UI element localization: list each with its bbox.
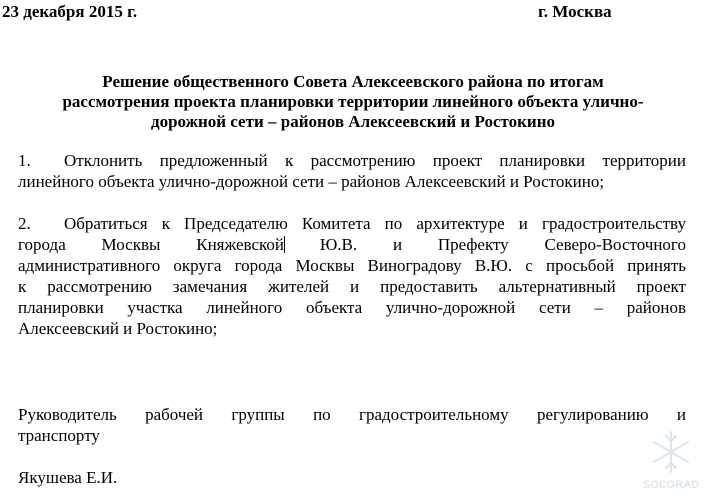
- item-1-number: 1.: [18, 151, 31, 170]
- document-date: 23 декабря 2015 г.: [2, 2, 138, 21]
- document-title: [18, 72, 688, 132]
- watermark-text: SOCGRAD: [642, 479, 700, 491]
- signature-name: Якушева Е.И.: [18, 468, 118, 487]
- item-1-line-2: линейного объекта улично-дорожной сети – районов Алексеевский и Ростокино;: [18, 172, 605, 191]
- title-line-3: дорожной сети – районов Алексеевский и Ростокино: [151, 112, 555, 131]
- item-2-line-1: [18, 213, 686, 234]
- item-2-line-5: планировки участка линейного объекта улично-дорожной сети – районов: [18, 298, 686, 317]
- title-line-1: Решение общественного Совета Алексеевского района по итогам: [102, 72, 604, 91]
- item-2-text-2a: города Москвы Княжевской: [18, 235, 285, 254]
- item-2-text-2b: Ю.В. и Префекту Северо-Восточного: [284, 235, 686, 254]
- title-line-2: рассмотрения проекта планировки территории линейного объекта улично-: [62, 92, 644, 111]
- item-2-number: 2.: [18, 214, 31, 233]
- item-2-line-2: [18, 234, 686, 255]
- signature-role-line-1: Руководитель рабочей группы по градостроительному регулированию и: [18, 405, 686, 424]
- item-2-line-4: к рассмотрению замечания жителей и предоставить альтернативный проект: [18, 277, 686, 296]
- item-1-line-1: [18, 150, 686, 171]
- item-1-text-1: Отклонить предложенный к рассмотрению проект планировки территории: [64, 151, 686, 170]
- signature-role-line-2: транспорту: [18, 426, 100, 445]
- snowflake-logo-icon: [636, 428, 706, 494]
- document-city: г. Москва: [538, 2, 612, 21]
- item-2-text-1: Обратиться к Председателю Комитета по архитектуре и градостроительству: [64, 214, 686, 233]
- item-2-line-6: Алексеевский и Ростокино;: [18, 319, 218, 338]
- item-2-line-3: административного округа города Москвы Виноградову В.Ю. с просьбой принять: [18, 256, 686, 275]
